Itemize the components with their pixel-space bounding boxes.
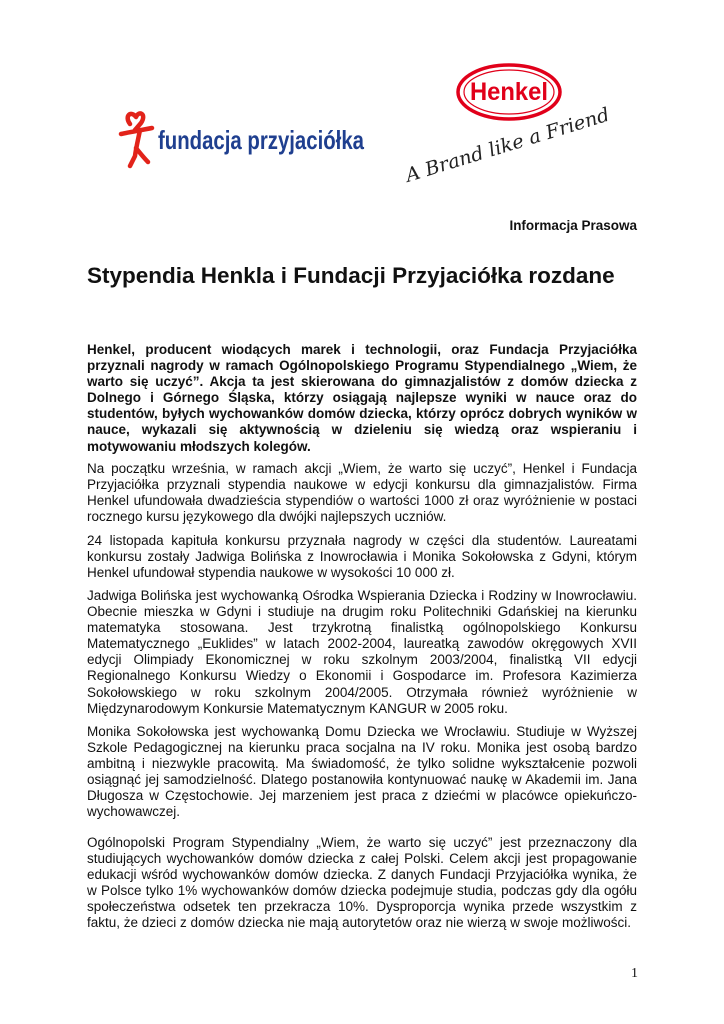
henkel-logo xyxy=(396,62,628,192)
press-release-label: Informacja Prasowa xyxy=(509,218,637,233)
article-paragraph: Jadwiga Bolińska jest wychowanką Ośrodka Wspierania Dziecka i Rodziny w Inowrocławiu. Obecnie mieszka w Gdyni i studiuje na drugim roku Politechniki Gdańskiej na kierunku matematyka stosowana. Jest trzykrotną finalistką ogólnopolskiego Konkursu Matematycznego „Euklides” w latach 2002-2004, laureatką zawodów okręgowych XVII edycji Olimpiady Ekonomicznej w roku szkolnym 2003/2004, finalistką VII edycji Regionalnego Konkursu Wiedzy o Ekonomii i Gospodarce im. Profesora Kazimierza Sokołowskiego w roku szkolnym 2004/2005. Otrzymała również wyróżnienie w Międzynarodowym Konkursie Matematycznym KANGUR w 2005 roku. xyxy=(87,588,637,716)
article-lead: Henkel, producent wiodących marek i technologii, oraz Fundacja Przyjaciółka przyznali nagrody w ramach Ogólnopolskiego Programu Stypendialnego „Wiem, że warto się uczyć”. Akcja ta jest skierowana do gimnazjalistów z domów dziecka z Dolnego i Górnego Śląska, którzy osiągają najlepsze wyniki w nauce oraz do studentów, byłych wychowanków domów dziecka, którzy oprócz dobrych wyników w nauce, wykazali się aktywnością w dzieleniu się wiedzą oraz wspieraniu i motywowaniu młodszych kolegów. xyxy=(87,342,637,454)
fundacja-logo-text: fundacja przyjaciółka xyxy=(158,125,365,155)
article-paragraph: Ogólnopolski Program Stypendialny „Wiem, że warto się uczyć” jest przeznaczony dla studiujących wychowanków domów dziecka z całej Polski. Celem akcji jest propagowanie edukacji wśród wychowanków domów dziecka. Z danych Fundacji Przyjaciółka wynika, że w Polsce tylko 1% wychowanków domów dziecka podejmuje studia, podczas gdy dla ogółu społeczeństwa odsetek ten przekracza 10%. Dysproporcja wynika przede wszystkim z faktu, że dzieci z domów dziecka nie mają autorytetów oraz nie wierzą w swoje możliwości. xyxy=(87,835,637,931)
article-title: Stypendia Henkla i Fundacji Przyjaciółka rozdane xyxy=(87,263,615,288)
henkel-slogan-text: A Brand like a Friend xyxy=(403,105,608,187)
article-paragraph: Na początku września, w ramach akcji „Wiem, że warto się uczyć”, Henkel i Fundacja Przyjaciółka przyznali stypendia naukowe w edycji konkursu dla gimnazjalistów. Firma Henkel ufundowała dwadzieścia stypendiów o wartości 1000 zł oraz wyróżnienie w postaci rocznego kursu językowego dla dwójki najlepszych uczniów. xyxy=(87,461,637,525)
fundacja-przyjaciolka-logo xyxy=(118,108,368,170)
article-paragraph: Monika Sokołowska jest wychowanką Domu Dziecka we Wrocławiu. Studiuje w Wyższej Szkole Pedagogicznej na kierunku praca socjalna na IV roku. Monika jest osobą bardzo ambitną i niezwykle pracowitą. Ma świadomość, że tylko solidne wykształcenie pozwoli osiągnąć jej samodzielność. Dlatego postanowiła kontynuować naukę w Akademii im. Jana Długosza w Częstochowie. Jej marzeniem jest praca z dziećmi w placówce opiekuńczo-wychowawczej. xyxy=(87,724,637,820)
page-number: 1 xyxy=(631,966,638,981)
henkel-brand-text: Henkel xyxy=(470,78,548,106)
article-paragraph: 24 listopada kapituła konkursu przyznała nagrody w części dla studentów. Laureatami konkursu zostały Jadwiga Bolińska z Inowrocławia i Monika Sokołowska z Gdyni, którym Henkel ufundował stypendia naukowe w wysokości 10 000 zł. xyxy=(87,533,637,581)
heart-figure-icon xyxy=(121,113,152,166)
